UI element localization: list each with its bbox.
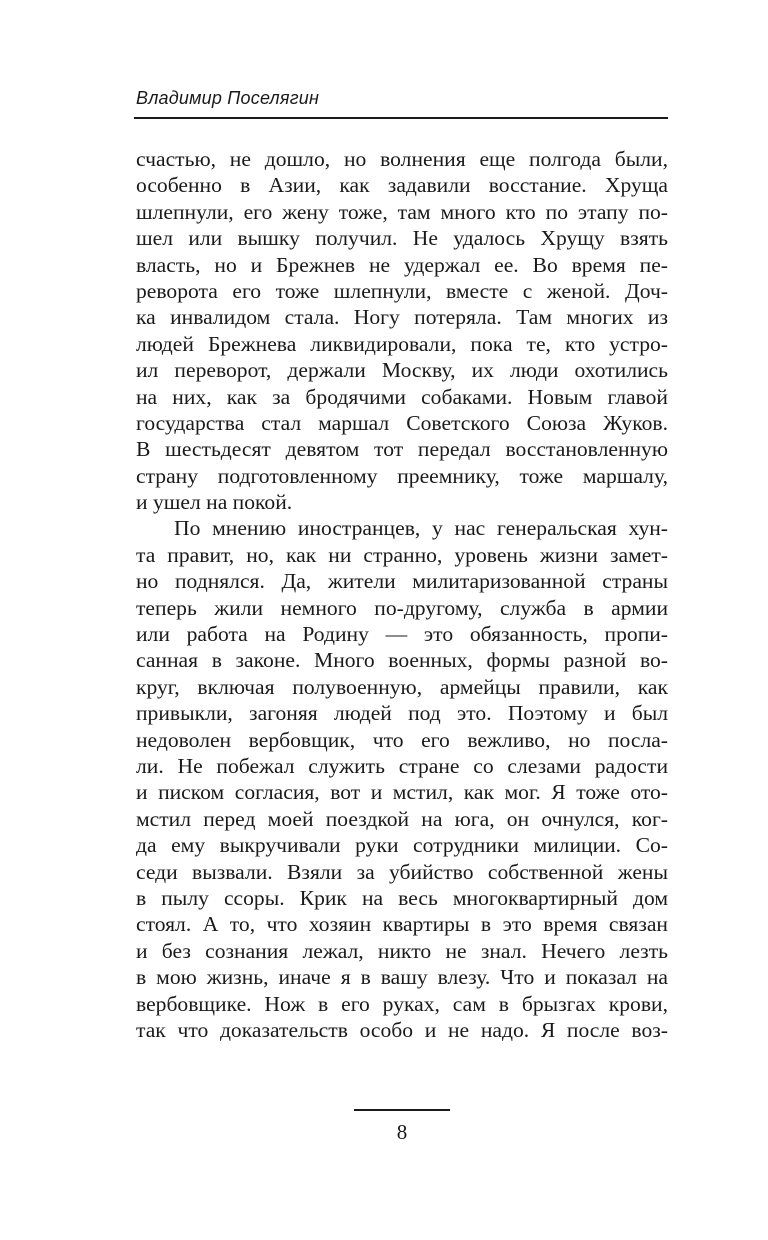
text-line: счастью, не дошло, но волнения еще полгода были, — [136, 147, 668, 171]
text-line: ил переворот, держали Москву, их люди охотились — [136, 358, 668, 383]
header-rule — [134, 117, 668, 119]
text-line: та правит, но, как ни странно, уровень жизни замет- — [136, 542, 668, 567]
text-line: круг, включая полувоенную, армейцы правили, как — [136, 674, 668, 699]
text-line: шел или вышку получил. Не удалось Хрущу взять — [136, 226, 668, 251]
page-number: 8 — [396, 1120, 408, 1144]
text-line: государства стал маршал Советского Союза Жуков. — [136, 410, 668, 435]
text-line: в пылу ссоры. Крик на весь многоквартирный дом — [136, 885, 668, 910]
text-line: на них, как за бродячими собаками. Новым главой — [136, 384, 668, 409]
text-line: седи вызвали. Взяли за убийство собственной жены — [136, 859, 668, 884]
text-line: страну подготовленному преемнику, тоже маршалу, — [136, 463, 668, 488]
text-line: стоял. А то, что хозяин квартиры в это время связан — [136, 912, 668, 937]
text-line: людей Брежнева ликвидировали, пока те, кто устро- — [136, 331, 668, 356]
text-line: В шестьдесят девятом тот передал восстановленную — [136, 437, 668, 462]
text-line: ка инвалидом стала. Ногу потеряла. Там многих из — [136, 305, 668, 330]
text-line: шлепнули, его жену тоже, там много кто по этапу по- — [136, 199, 668, 224]
text-line: или работа на Родину — это обязанность, пропи- — [136, 622, 668, 647]
text-line: реворота его тоже шлепнули, вместе с женой. Доч- — [136, 278, 668, 303]
running-header-author: Владимир Поселягин — [136, 88, 320, 108]
text-line: недоволен вербовщик, что его вежливо, но посла- — [136, 727, 668, 752]
text-line: санная в законе. Много военных, формы разной во- — [136, 648, 668, 673]
text-line: в мою жизнь, иначе я в вашу влезу. Что и показал на — [136, 965, 668, 990]
text-line: и без сознания лежал, никто не знал. Нечего лезть — [136, 938, 668, 963]
text-line: мстил перед моей поездкой на юга, он очнулся, ког- — [136, 806, 668, 831]
text-line: и ушел на покой. — [136, 490, 293, 515]
footer-rule — [354, 1109, 450, 1111]
text-line: да ему выкручивали руки сотрудники милиции. Со- — [136, 833, 668, 858]
text-line: так что доказательств особо и не надо. Я после воз- — [136, 1017, 668, 1042]
text-line: власть, но и Брежнев не удержал ее. Во время пе- — [136, 252, 668, 277]
text-line: вербовщике. Нож в его руках, сам в брызгах крови, — [136, 991, 668, 1016]
text-line: теперь жили немного по-другому, служба в армии — [136, 595, 668, 620]
text-line: ли. Не побежал служить стране со слезами радости — [136, 753, 668, 778]
text-line: особенно в Азии, как задавили восстание. Хруща — [136, 173, 668, 198]
text-line: привыкли, загоняя людей под это. Поэтому и был — [136, 701, 668, 726]
text-line: но поднялся. Да, жители милитаризованной страны — [136, 569, 668, 594]
body-text — [136, 146, 668, 1043]
text-line: и писком согласия, вот и мстил, как мог. Я тоже ото- — [136, 780, 668, 805]
text-line-paragraph-start: По мнению иностранцев, у нас генеральская хун- — [174, 516, 668, 541]
